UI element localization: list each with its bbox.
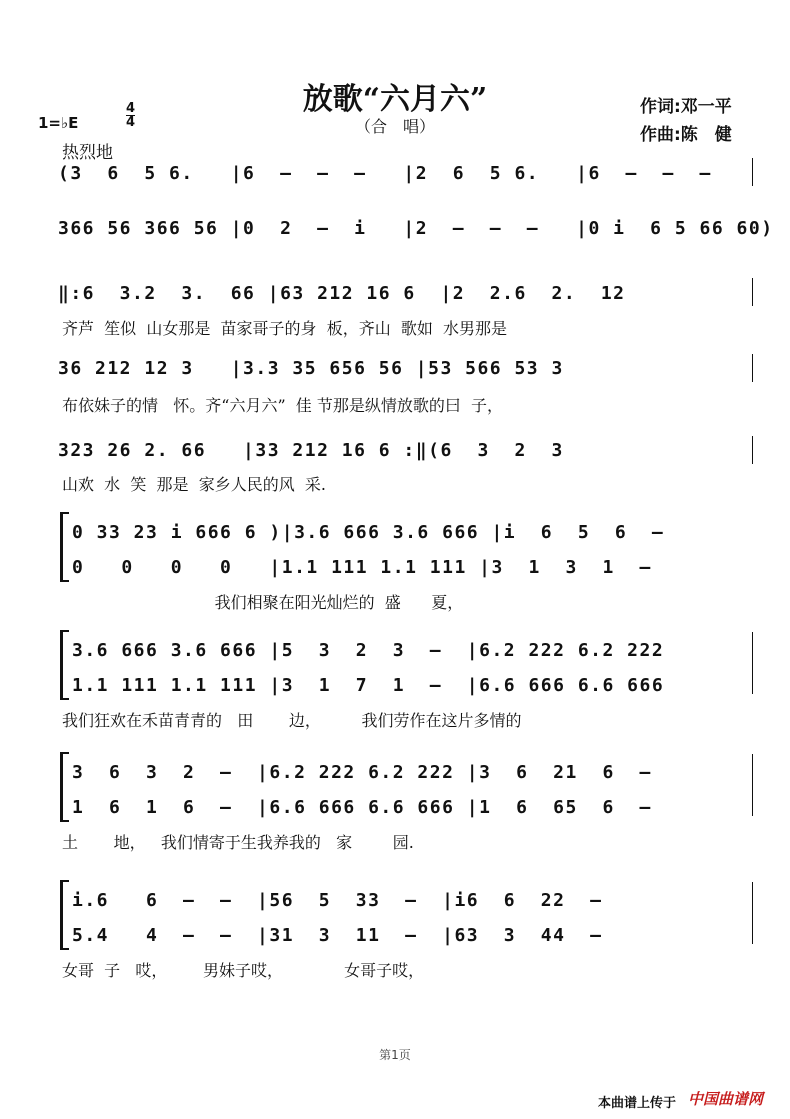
- choir-bracket: [60, 752, 69, 822]
- choir-bracket: [60, 880, 69, 950]
- system-8-lower-voice: 1 6 1 6 – |6.6 666 6.6 666 |1 6 65 6 –: [72, 797, 652, 818]
- system-9-lower-voice: 5.4 4 – – |31 3 11 – |63 3 44 –: [72, 925, 603, 946]
- system-6-upper-voice: 0 33 23 i 666 6 )|3.6 666 3.6 666 |i 6 5 6 –: [72, 522, 665, 543]
- system-4-lyrics: 布依妹子的情 怀。齐“六月六” 佳 节那是纵情放歌的曰 子，: [62, 396, 504, 415]
- system-9-lyrics: 女哥 子 哎， 男妹子哎， 女哥子哎，: [62, 961, 425, 980]
- barline: [752, 754, 753, 816]
- key-signature: 1=♭E: [38, 114, 79, 132]
- system-8-lyrics: 土 地， 我们情寄于生我养我的 家 园.: [62, 833, 414, 852]
- page-number: 第1页: [379, 1048, 411, 1062]
- tempo-marking: 热烈地: [62, 143, 113, 163]
- choir-bracket: [60, 512, 69, 582]
- lyricist-credit: 作词:邓一平: [640, 97, 732, 117]
- barline: [752, 882, 753, 944]
- site-logo[interactable]: 中国曲谱网: [688, 1090, 764, 1108]
- barline: [752, 436, 753, 464]
- time-signature-bottom: 4: [126, 115, 136, 130]
- barline: [752, 354, 753, 382]
- system-7-upper-voice: 3.6 666 3.6 666 |5 3 2 3 – |6.2 222 6.2 222: [72, 640, 665, 661]
- time-signature: [126, 102, 135, 129]
- barline: [752, 158, 753, 186]
- system-5-notes: 323 26 2. 66 |33 212 16 6 :‖(6 3 2 3: [58, 440, 564, 461]
- system-8-upper-voice: 3 6 3 2 – |6.2 222 6.2 222 |3 6 21 6 –: [72, 762, 652, 783]
- song-title: 放歌“六月六”: [302, 82, 488, 117]
- system-3-lyrics: 齐芦 笙似 山女那是 苗家哥子的身 板，齐山 歌如 水男那是: [62, 319, 508, 338]
- choir-bracket: [60, 630, 69, 700]
- song-subtitle: （合 唱）: [354, 117, 435, 136]
- system-3-notes: ‖:6 3.2 3. 66 |63 212 16 6 |2 2.6 2. 12: [58, 283, 626, 304]
- system-2-notes: 366 56 366 56 |0 2 – i |2 – – – |0 i 6 5 66 60): [58, 218, 774, 239]
- composer-credit: 作曲:陈 健: [640, 125, 732, 145]
- system-9-upper-voice: i.6 6 – – |56 5 33 – |i6 6 22 –: [72, 890, 603, 911]
- barline: [752, 632, 753, 694]
- system-1-notes: (3 6 5 6. |6 – – – |2 6 5 6. |6 – – –: [58, 163, 712, 184]
- system-5-lyrics: 山欢 水 笑 那是 家乡人民的风 采.: [62, 475, 326, 494]
- system-7-lyrics: 我们狂欢在禾苗青青的 田 边， 我们劳作在这片多情的: [62, 711, 522, 730]
- upload-note: 本曲谱上传于: [598, 1096, 677, 1111]
- system-4-notes: 36 212 12 3 |3.3 35 656 56 |53 566 53 3: [58, 358, 564, 379]
- barline: [752, 278, 753, 306]
- time-signature-top: 4: [126, 101, 136, 116]
- system-7-lower-voice: 1.1 111 1.1 111 |3 1 7 1 – |6.6 666 6.6 666: [72, 675, 665, 696]
- system-6-lower-voice: 0 0 0 0 |1.1 111 1.1 111 |3 1 3 1 –: [72, 557, 652, 578]
- system-6-lyrics: 我们相聚在阳光灿烂的 盛 夏，: [62, 593, 464, 612]
